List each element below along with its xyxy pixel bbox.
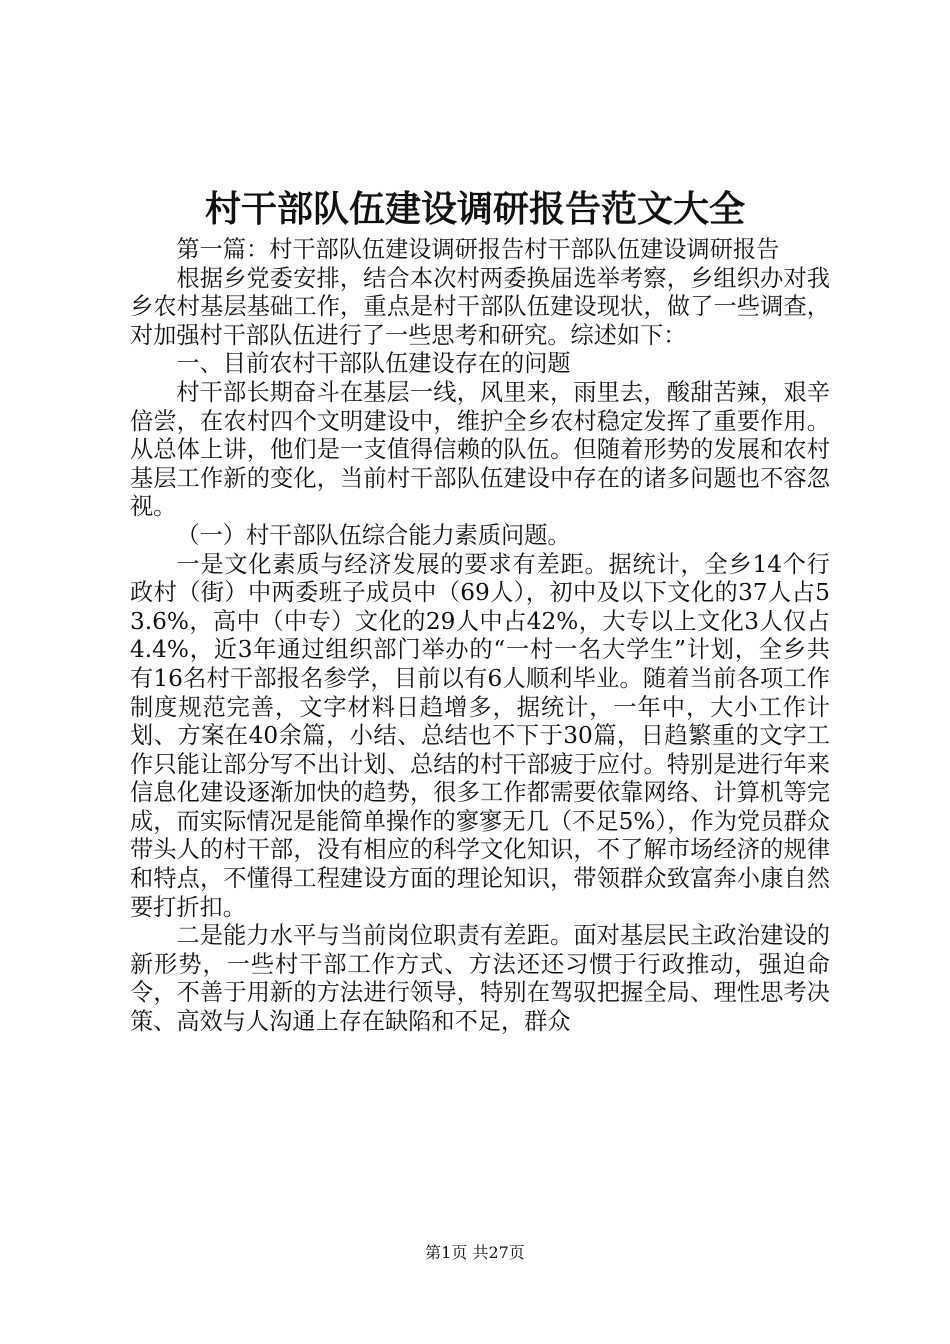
document-title: 村干部队伍建设调研报告范文大全 [204,188,745,230]
paragraph-education-gap: 一是文化素质与经济发展的要求有差距。据统计，全乡14个行政村（街）中两委班子成员中（69人），初中及以下文化的37人占53.6%，高中（中专）文化的29人中占42%，大专以上文化3人仅占4.4%，近3年通过组织部门举办的“一村一名大学生”计划，全乡共有16名村干部报名参学，目前以有6人顺利毕业。随着当前各项工作制度规范完善，文字材料日趋增多，据统计，一年中，大小工作计划、方案在40余篇，小结、总结也不下于30篇，日趋繁重的文字工作只能让部分写不出计划、总结的村干部疲于应付。特别是进行年来信息化建设逐渐加快的趋势，很多工作都需要依靠网络、计算机等完成，而实际情况是能简单操作的寥寥无几（不足5%），作为党员群众带头人的村干部，没有相应的科学文化知识，不了解市场经济的规律和特点，不懂得工程建设方面的理论知识，带领群众致富奔小康自然要打折扣。 [130,550,830,921]
paragraph-overview: 村干部长期奋斗在基层一线，风里来，雨里去，酸甜苦辣，艰辛倍尝，在农村四个文明建设中，维护全乡农村稳定发挥了重要作用。从总体上讲，他们是一支值得信赖的队伍。但随着形势的发展和农村基层工作新的变化，当前村干部队伍建设中存在的诸多问题也不容忽视。 [130,378,830,521]
document-body [130,236,830,1037]
paragraph-ability-gap: 二是能力水平与当前岗位职责有差距。面对基层民主政治建设的新形势，一些村干部工作方式、方法还还习惯于行政推动，强迫命令，不善于用新的方法进行领导，特别在驾驭把握全局、理性思考决策、高效与人沟通上存在缺陷和不足，群众 [130,922,830,1036]
page-footer: 第1页 共27页 [425,1243,525,1262]
subsection-heading-ability: （一）村干部队伍综合能力素质问题。 [176,521,571,549]
paragraph-chapter-heading: 第一篇：村干部队伍建设调研报告村干部队伍建设调研报告 [176,236,780,263]
section-heading-problems: 一、目前农村干部队伍建设存在的问题 [176,350,571,378]
paragraph-intro: 根据乡党委安排，结合本次村两委换届选举考察，乡组织办对我乡农村基层基础工作，重点是村干部队伍建设现状，做了一些调查，对加强村干部队伍进行了一些思考和研究。综述如下： [130,264,830,349]
